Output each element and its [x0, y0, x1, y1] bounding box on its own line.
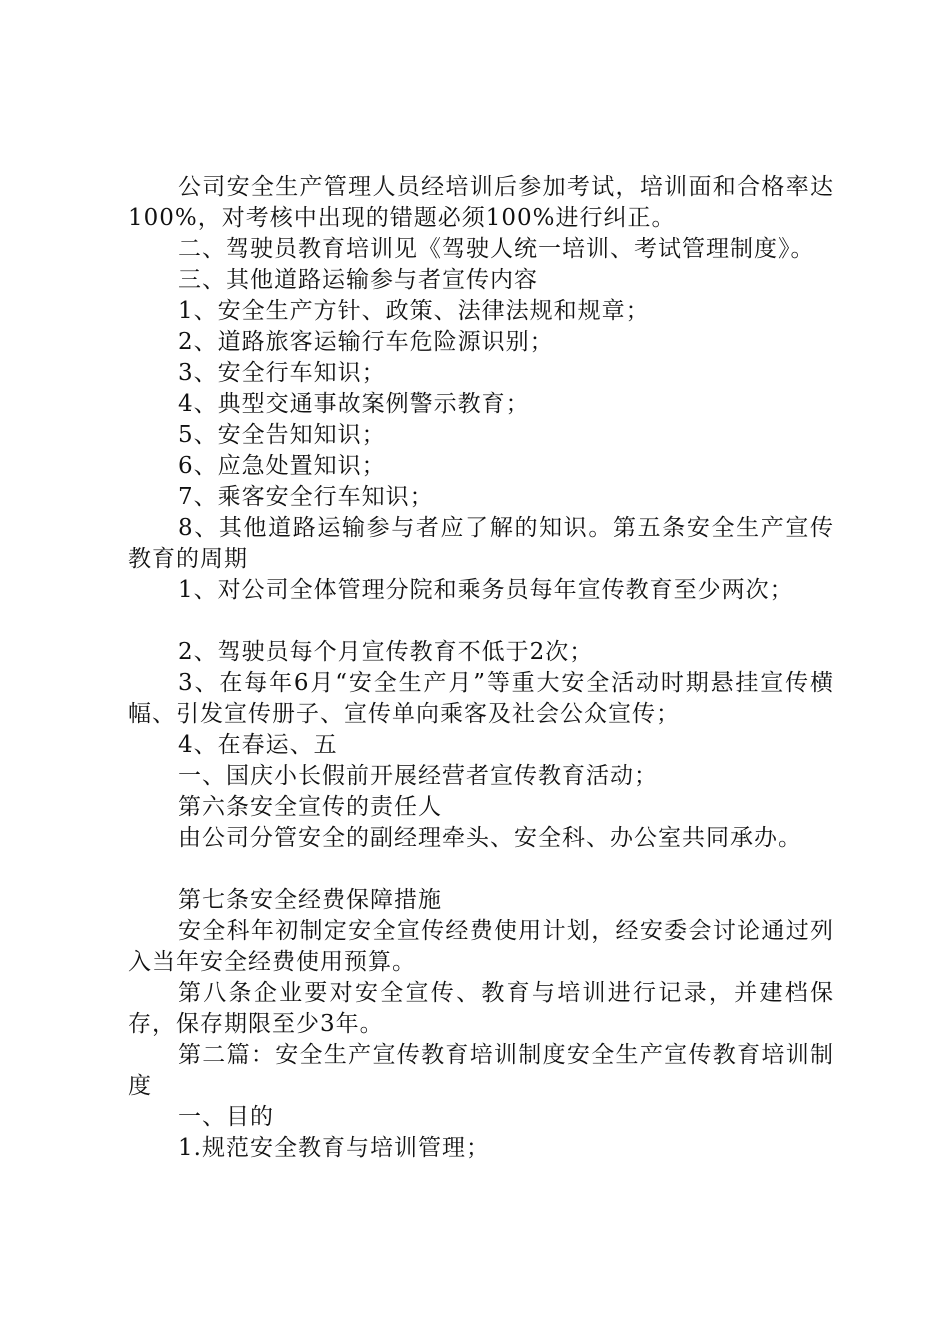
list-item: 6、应急处置知识； — [178, 453, 386, 479]
blank-line — [128, 606, 834, 637]
paragraph-funding-plan: 安全科年初制定安全宣传经费使用计划，经安委会讨论通过列入当年安全经费使用预算。 — [128, 918, 834, 975]
paragraph-driver-training: 二、驾驶员教育培训见《驾驶人统一培训、考试管理制度》。 — [178, 236, 815, 262]
list-item: 2、道路旅客运输行车危险源识别； — [178, 329, 554, 355]
paragraph-article-eight: 第八条企业要对安全宣传、教育与培训进行记录，并建档保存，保存期限至少3年。 — [128, 980, 834, 1037]
list-item: 8、其他道路运输参与者应了解的知识。第五条安全生产宣传教育的周期 — [128, 515, 834, 572]
list-item: 一、国庆小长假前开展经营者宣传教育活动； — [178, 763, 658, 789]
list-item: 5、安全告知知识； — [178, 422, 386, 448]
list-item: 1、对公司全体管理分院和乘务员每年宣传教育至少两次； — [178, 577, 794, 603]
paragraph-training-exam: 公司安全生产管理人员经培训后参加考试，培训面和合格率达100%，对考核中出现的错题必须100%进行纠正。 — [128, 174, 834, 231]
heading-other-participants: 三、其他道路运输参与者宣传内容 — [178, 267, 538, 293]
heading-part-two: 第二篇：安全生产宣传教育培训制度安全生产宣传教育培训制度 — [128, 1042, 834, 1099]
paragraph-responsible-party: 由公司分管安全的副经理牵头、安全科、办公室共同承办。 — [178, 825, 802, 851]
heading-article-seven: 第七条安全经费保障措施 — [178, 887, 442, 913]
list-item: 1、安全生产方针、政策、法律法规和规章； — [178, 298, 650, 324]
list-item: 7、乘客安全行车知识； — [178, 484, 434, 510]
list-item: 1.规范安全教育与培训管理； — [178, 1135, 490, 1161]
list-item: 3、在每年6月“安全生产月”等重大安全活动时期悬挂宣传横幅、引发宣传册子、宣传单向乘客及社会公众宣传； — [128, 670, 834, 727]
blank-line — [128, 854, 834, 885]
list-item: 4、在春运、五 — [178, 732, 338, 758]
list-item: 4、典型交通事故案例警示教育； — [178, 391, 530, 417]
heading-purpose: 一、目的 — [178, 1104, 274, 1130]
document-body — [128, 172, 834, 1164]
list-item: 2、驾驶员每个月宣传教育不低于2次； — [178, 639, 594, 665]
list-item: 3、安全行车知识； — [178, 360, 386, 386]
heading-article-six: 第六条安全宣传的责任人 — [178, 794, 442, 820]
